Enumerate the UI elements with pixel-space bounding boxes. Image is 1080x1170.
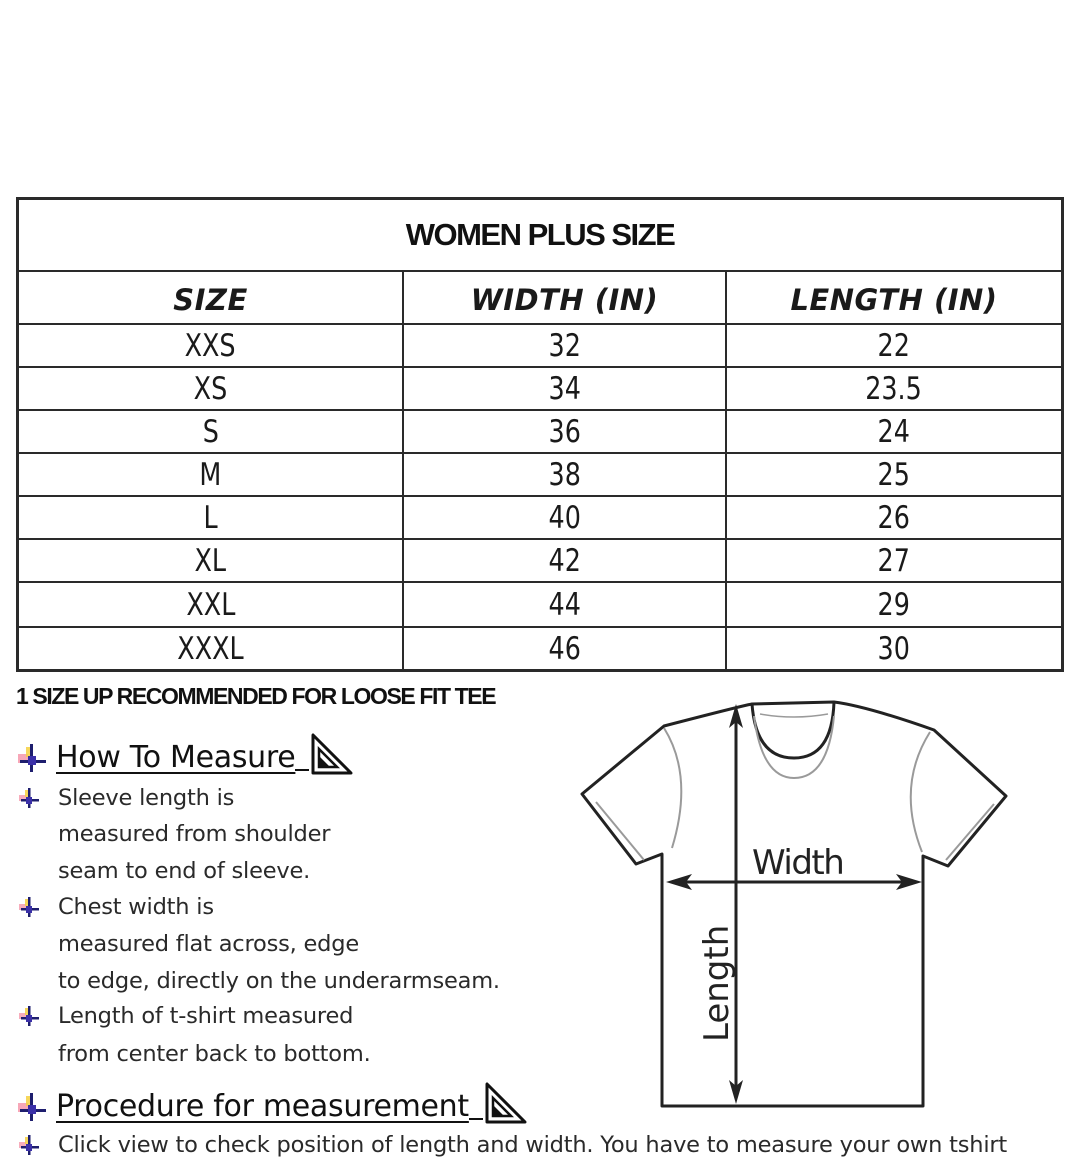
width-label: Width	[752, 843, 844, 883]
colored-pin-bullet-icon	[16, 1090, 48, 1124]
tshirt-outline-icon	[576, 696, 1012, 1110]
cell-length: 24	[726, 410, 1063, 453]
procedure-heading	[16, 1082, 527, 1124]
column-header-length: LENGTH (IN)	[726, 271, 1063, 324]
measure-item-sleeve: Sleeve length is	[16, 785, 234, 811]
cell-size: XXL	[18, 582, 404, 627]
cell-size: XXXL	[18, 627, 404, 671]
column-header-size: SIZE	[18, 271, 404, 324]
column-header-width: WIDTH (IN)	[403, 271, 726, 324]
table-row	[18, 539, 1063, 582]
cell-length: 26	[726, 496, 1063, 539]
how-to-measure-title: How To Measure	[56, 740, 296, 775]
cell-length: 27	[726, 539, 1063, 582]
colored-pin-bullet-icon	[16, 1003, 42, 1029]
tshirt-measurement-diagram	[576, 696, 1012, 1110]
cell-size: M	[18, 453, 404, 496]
table-row	[18, 324, 1063, 367]
cell-width: 44	[403, 582, 726, 627]
cell-width: 40	[403, 496, 726, 539]
cell-size: L	[18, 496, 404, 539]
table-row	[18, 367, 1063, 410]
table-row	[18, 627, 1063, 671]
colored-pin-bullet-icon	[16, 785, 42, 811]
table-row	[18, 496, 1063, 539]
cell-length: 22	[726, 324, 1063, 367]
measure-item-length-line-2: from center back to bottom.	[58, 1041, 371, 1067]
cell-length: 23.5	[726, 367, 1063, 410]
table-row	[18, 582, 1063, 627]
cell-length: 25	[726, 453, 1063, 496]
measure-item-chest: Chest width is	[16, 894, 214, 920]
length-label: Length	[697, 924, 737, 1042]
cell-size: XS	[18, 367, 404, 410]
cell-length: 30	[726, 627, 1063, 671]
measure-item-length: Length of t-shirt measured	[16, 1003, 353, 1029]
cell-length: 29	[726, 582, 1063, 627]
cell-width: 32	[403, 324, 726, 367]
cell-width: 34	[403, 367, 726, 410]
measure-item-chest-line-3: to edge, directly on the underarmseam.	[58, 968, 500, 994]
cell-size: S	[18, 410, 404, 453]
table-row	[18, 453, 1063, 496]
cell-size: XL	[18, 539, 404, 582]
cell-width: 36	[403, 410, 726, 453]
colored-pin-bullet-icon	[16, 894, 42, 920]
size-chart-title: WOMEN PLUS SIZE	[18, 199, 1063, 272]
size-recommendation-note: 1 SIZE UP RECOMMENDED FOR LOOSE FIT TEE	[16, 683, 496, 709]
table-row	[18, 410, 1063, 453]
procedure-item: Click view to check position of length and width. You have to measure your own tshirt	[16, 1132, 1007, 1158]
set-square-triangle-icon	[483, 1082, 527, 1124]
cell-width: 42	[403, 539, 726, 582]
procedure-title: Procedure for measurement	[56, 1089, 469, 1124]
colored-pin-bullet-icon	[16, 1132, 42, 1158]
cell-width: 38	[403, 453, 726, 496]
measure-item-sleeve-line-3: seam to end of sleeve.	[58, 858, 311, 884]
colored-pin-bullet-icon	[16, 741, 48, 775]
measure-item-chest-line-2: measured flat across, edge	[58, 931, 359, 957]
set-square-triangle-icon	[309, 733, 353, 775]
cell-width: 46	[403, 627, 726, 671]
measure-item-sleeve-line-2: measured from shoulder	[58, 821, 331, 847]
size-chart-table	[16, 197, 1064, 672]
cell-size: XXS	[18, 324, 404, 367]
how-to-measure-heading	[16, 733, 353, 775]
